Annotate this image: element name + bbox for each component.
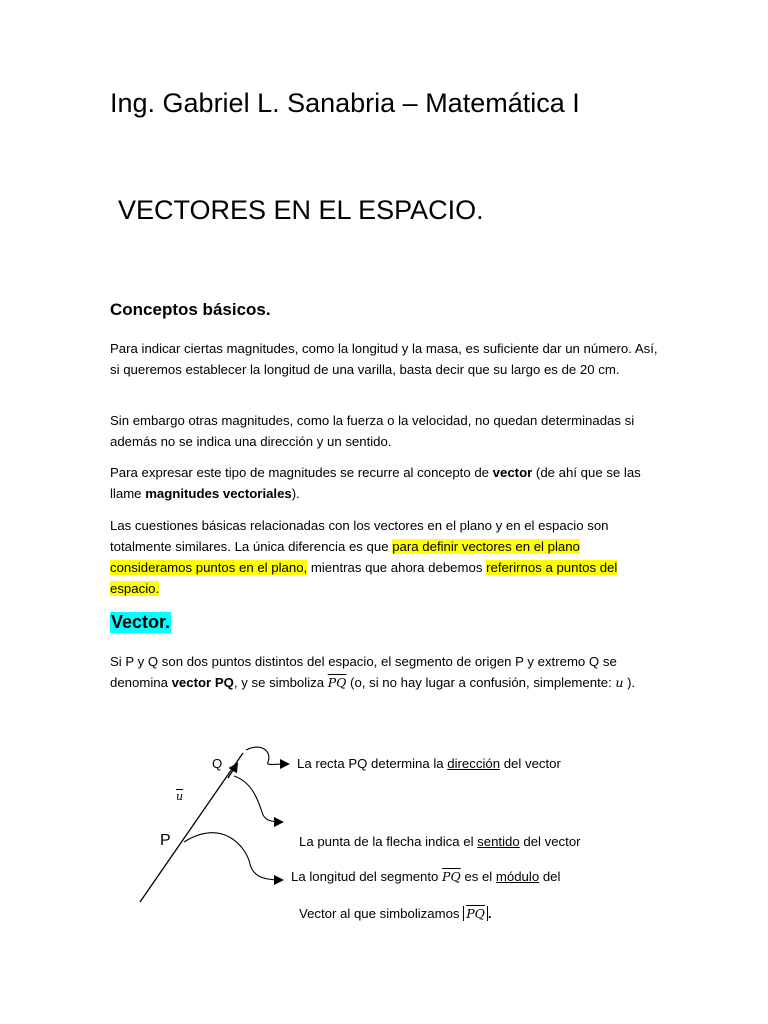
note-sense-text-a: La punta de la flecha indica el: [299, 834, 478, 849]
note-module-text-a: La longitud del segmento: [291, 869, 443, 884]
document-header: Ing. Gabriel L. Sanabria – Matemática I: [110, 88, 580, 118]
document-title: VECTORES EN EL ESPACIO.: [118, 195, 484, 225]
note-module: [291, 869, 560, 884]
highlight-espacio: referirnos a puntos del espacio.: [110, 560, 618, 596]
paragraph-4-text-a: Las cuestiones básicas relacionadas con los vectores en el plano y en el espacio son totalmente similares. La única diferencia es que: [110, 518, 609, 554]
vector-label-u: $\overline{u}$: [176, 790, 184, 803]
note-direction-text-b: del vector: [500, 756, 561, 771]
section-heading-vector: Vector.: [111, 612, 171, 632]
paragraph-5-text-b: , y se simboliza: [233, 675, 328, 690]
paragraph-1: Para indicar ciertas magnitudes, como la longitud y la masa, es suficiente dar un número. Así, si queremos establecer la longitud de una varilla, basta decir que su largo es de 20 cm.: [110, 341, 658, 377]
vector-line: [140, 753, 243, 902]
note-direction-text-a: La recta PQ determina la: [297, 756, 448, 771]
point-label-q: Q: [212, 756, 223, 771]
term-vector-pq: vector PQ: [171, 675, 234, 690]
paragraph-3-text-c: ).: [291, 486, 300, 501]
callout-arrow-module: [184, 833, 282, 880]
term-magnitudes-vectoriales: magnitudes vectoriales: [145, 486, 292, 501]
highlight-plano: para definir vectores en el plano consideramos puntos en el plano,: [110, 539, 580, 575]
note-module-text-b: es el: [460, 869, 496, 884]
symbol-pq-segment: $\overline{PQ}$: [442, 869, 461, 884]
paragraph-5-text-a: Si P y Q son dos puntos distintos del espacio, el segmento de origen P y extremo Q se denomina: [110, 654, 617, 690]
note-direction: [297, 756, 561, 771]
term-vector: vector: [492, 465, 533, 480]
term-modulo: módulo: [495, 869, 540, 884]
note-symbol-period: .: [487, 906, 492, 921]
symbol-pq-magnitude-text: $\overline{PQ}$: [466, 906, 485, 921]
symbol-pq-vector: $\overline{PQ}$: [327, 675, 347, 690]
note-sense: [299, 834, 581, 849]
symbol-u-vector: u: [615, 675, 624, 690]
section-heading-conceptos: Conceptos básicos.: [110, 300, 271, 319]
callout-arrow-sense: [234, 776, 282, 822]
paragraph-4-text-b: mientras que ahora debemos: [307, 560, 487, 575]
symbol-pq-magnitude: [463, 906, 488, 921]
note-sense-text-b: del vector: [519, 834, 581, 849]
paragraph-3-text-b: (de ahí que se las llame: [110, 465, 641, 501]
term-direccion: dirección: [447, 756, 501, 771]
paragraph-2: Sin embargo otras magnitudes, como la fuerza o la velocidad, no quedan determinadas si además no se indica una dirección y un sentido.: [110, 413, 635, 449]
note-module-text-c: del: [539, 869, 561, 884]
term-sentido: sentido: [477, 834, 520, 849]
note-symbol-text-a: Vector al que simbolizamos: [299, 906, 464, 921]
paragraph-5-text-d: ).: [623, 675, 636, 690]
vector-arrowhead: [228, 764, 237, 778]
paragraph-3-text-a: Para expresar este tipo de magnitudes se recurre al concepto de: [110, 465, 493, 480]
point-label-p: P: [160, 832, 171, 849]
callout-arrow-direction: [246, 747, 288, 764]
paragraph-5-text-c: (o, si no hay lugar a confusión, simplemente:: [346, 675, 616, 690]
note-symbol: [299, 906, 492, 921]
